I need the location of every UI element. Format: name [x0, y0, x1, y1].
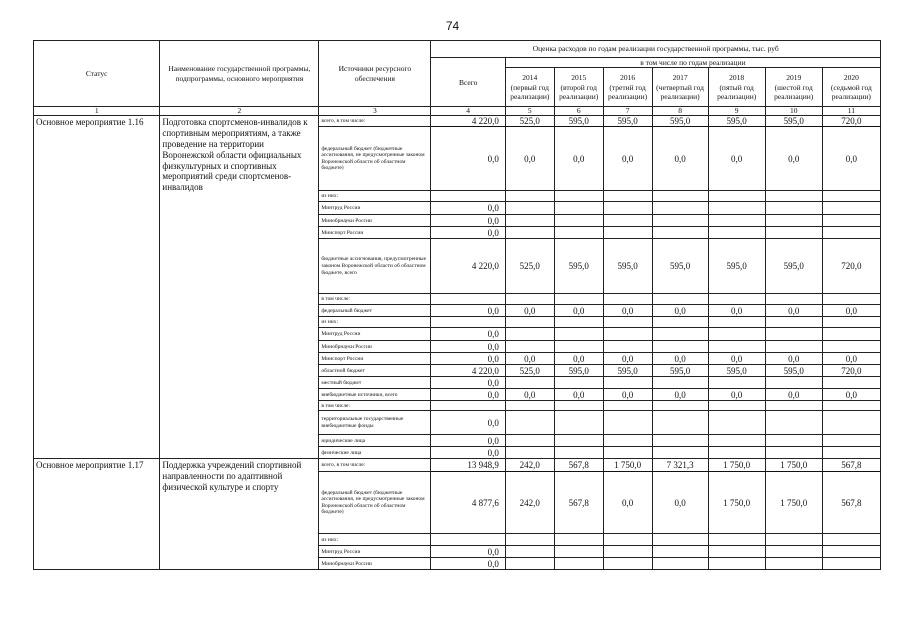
- year-note: (четвертый год реализации): [656, 82, 704, 102]
- year-value: 720,0: [822, 365, 880, 377]
- year-value: [652, 447, 708, 459]
- funding-source: федеральный бюджет (бюджетные ассигнования, не предусмотренные законом Воронежской области об областном бюджете): [319, 472, 431, 534]
- total-value: 0,0: [431, 328, 505, 341]
- year-value: [603, 317, 652, 328]
- header-year-2014: [505, 68, 554, 107]
- column-number: 9: [708, 107, 765, 116]
- year-value: 595,0: [652, 239, 708, 294]
- total-value: 0,0: [431, 305, 505, 317]
- year-label: 2020: [843, 73, 859, 83]
- year-value: [652, 341, 708, 353]
- year-value: 0,0: [603, 127, 652, 191]
- year-label: 2018: [729, 73, 745, 83]
- total-value: [431, 294, 505, 305]
- year-value: 0,0: [554, 127, 603, 191]
- total-value: 0,0: [431, 447, 505, 459]
- year-value: [505, 558, 554, 570]
- year-value: [554, 341, 603, 353]
- year-value: 595,0: [554, 365, 603, 377]
- total-value: [431, 317, 505, 328]
- year-value: [765, 328, 822, 341]
- year-value: 1 750,0: [765, 459, 822, 472]
- year-value: 0,0: [765, 353, 822, 365]
- year-value: [652, 202, 708, 215]
- event-name: Поддержка учреждений спортивной направленности по адаптивной физической культуре и спорту: [160, 459, 319, 570]
- year-value: [603, 435, 652, 447]
- funding-source: Минтруд России: [319, 328, 431, 341]
- year-value: [652, 294, 708, 305]
- year-value: [554, 328, 603, 341]
- total-value: 0,0: [431, 435, 505, 447]
- funding-source: в том числе:: [319, 401, 431, 411]
- year-value: 1 750,0: [603, 459, 652, 472]
- year-value: 595,0: [708, 239, 765, 294]
- total-value: [431, 401, 505, 411]
- year-value: [505, 377, 554, 389]
- year-value: 0,0: [822, 305, 880, 317]
- year-value: [708, 202, 765, 215]
- year-value: [505, 411, 554, 435]
- year-value: [603, 377, 652, 389]
- column-number: 2: [160, 107, 319, 116]
- funding-source: федеральный бюджет (бюджетные ассигнования, не предусмотренные законом Воронежской области об областном бюджете): [319, 127, 431, 191]
- year-value: [554, 447, 603, 459]
- year-value: [708, 558, 765, 570]
- column-number: 6: [554, 107, 603, 116]
- funding-source: Минобрнауки России: [319, 558, 431, 570]
- year-value: 525,0: [505, 116, 554, 127]
- year-value: [765, 546, 822, 558]
- year-label: 2014: [522, 73, 538, 83]
- year-value: [652, 558, 708, 570]
- header-total: Всего: [431, 58, 505, 107]
- year-value: 1 750,0: [765, 472, 822, 534]
- year-value: 0,0: [603, 472, 652, 534]
- year-value: [603, 558, 652, 570]
- year-value: [708, 294, 765, 305]
- year-value: [822, 227, 880, 239]
- year-value: [652, 435, 708, 447]
- funding-source: юридические лица: [319, 435, 431, 447]
- year-value: [505, 328, 554, 341]
- column-number: 5: [505, 107, 554, 116]
- column-number: 10: [765, 107, 822, 116]
- total-value: 0,0: [431, 389, 505, 401]
- year-value: [708, 377, 765, 389]
- header-name: Наименование государственной программы, подпрограммы, основного мероприятия: [160, 41, 319, 107]
- year-value: [765, 447, 822, 459]
- year-value: [554, 191, 603, 202]
- header-status: Статус: [34, 41, 160, 107]
- header-year-2019: [765, 68, 822, 107]
- year-value: [652, 534, 708, 546]
- year-value: [603, 215, 652, 227]
- year-note: (третий год реализации): [608, 82, 648, 102]
- funding-source: Минобрнауки России: [319, 341, 431, 353]
- total-value: 0,0: [431, 558, 505, 570]
- year-value: [765, 534, 822, 546]
- year-value: [822, 411, 880, 435]
- year-value: [765, 401, 822, 411]
- total-value: 0,0: [431, 353, 505, 365]
- year-value: [652, 328, 708, 341]
- year-value: [765, 341, 822, 353]
- year-value: 0,0: [554, 353, 603, 365]
- year-note: (первый год реализации): [510, 82, 550, 102]
- year-value: [708, 447, 765, 459]
- funding-source: из них:: [319, 534, 431, 546]
- total-value: 0,0: [431, 202, 505, 215]
- total-value: 0,0: [431, 377, 505, 389]
- year-value: [505, 341, 554, 353]
- year-value: [554, 227, 603, 239]
- year-label: 2017: [672, 73, 688, 83]
- year-value: [554, 546, 603, 558]
- year-label: 2015: [571, 73, 587, 83]
- total-value: 0,0: [431, 127, 505, 191]
- funding-source: физические лица: [319, 447, 431, 459]
- total-value: 4 877,6: [431, 472, 505, 534]
- year-value: 0,0: [652, 472, 708, 534]
- year-value: [554, 215, 603, 227]
- funding-source: внебюджетные источники, всего: [319, 389, 431, 401]
- year-value: 0,0: [554, 389, 603, 401]
- total-value: 0,0: [431, 215, 505, 227]
- year-value: 242,0: [505, 472, 554, 534]
- year-value: [652, 191, 708, 202]
- year-value: [505, 401, 554, 411]
- year-value: [554, 401, 603, 411]
- year-value: 0,0: [505, 127, 554, 191]
- year-value: 0,0: [822, 389, 880, 401]
- year-value: 567,8: [822, 459, 880, 472]
- year-value: [765, 191, 822, 202]
- header-year-2017: [652, 68, 708, 107]
- year-value: [822, 202, 880, 215]
- year-value: [505, 294, 554, 305]
- year-value: [554, 435, 603, 447]
- year-value: 0,0: [554, 305, 603, 317]
- year-value: 595,0: [603, 239, 652, 294]
- year-value: 595,0: [554, 239, 603, 294]
- year-value: [505, 191, 554, 202]
- year-note: (пятый год реализации): [717, 82, 757, 102]
- year-value: [765, 202, 822, 215]
- column-number: 7: [603, 107, 652, 116]
- year-value: 595,0: [765, 116, 822, 127]
- year-value: [603, 191, 652, 202]
- funding-source: всего, в том числе:: [319, 116, 431, 127]
- page-number: 74: [445, 19, 460, 33]
- year-value: 525,0: [505, 365, 554, 377]
- year-value: [822, 534, 880, 546]
- year-value: [708, 435, 765, 447]
- year-value: [652, 377, 708, 389]
- year-value: [603, 202, 652, 215]
- funding-source: бюджетные ассигнования, предусмотренные законом Воронежской области об областном бюджете, всего: [319, 239, 431, 294]
- year-value: [554, 377, 603, 389]
- year-value: [822, 447, 880, 459]
- event-status: Основное мероприятие 1.17: [34, 459, 160, 570]
- table-row: [34, 459, 881, 472]
- funding-source: территориальные государственные внебюджетные фонды: [319, 411, 431, 435]
- year-value: 0,0: [505, 389, 554, 401]
- year-value: [603, 227, 652, 239]
- total-value: 4 220,0: [431, 239, 505, 294]
- year-value: [603, 546, 652, 558]
- year-value: [652, 317, 708, 328]
- year-value: [603, 447, 652, 459]
- table-row: [34, 116, 881, 127]
- year-value: [708, 546, 765, 558]
- year-value: [603, 534, 652, 546]
- year-value: [554, 558, 603, 570]
- year-note: (второй год реализации): [559, 82, 599, 102]
- year-value: [765, 411, 822, 435]
- year-value: 0,0: [505, 305, 554, 317]
- year-value: 0,0: [765, 305, 822, 317]
- year-value: [708, 411, 765, 435]
- year-value: 595,0: [554, 116, 603, 127]
- year-value: [554, 411, 603, 435]
- year-value: [765, 435, 822, 447]
- funding-source: из них:: [319, 191, 431, 202]
- year-value: 595,0: [708, 116, 765, 127]
- year-value: [822, 191, 880, 202]
- year-value: [554, 317, 603, 328]
- funding-source: Минспорт России: [319, 227, 431, 239]
- year-value: 567,8: [554, 459, 603, 472]
- column-number: 3: [319, 107, 431, 116]
- year-value: 0,0: [708, 127, 765, 191]
- year-value: 0,0: [603, 389, 652, 401]
- year-value: 567,8: [822, 472, 880, 534]
- year-value: 0,0: [652, 389, 708, 401]
- year-value: [554, 202, 603, 215]
- year-value: [765, 215, 822, 227]
- year-value: 0,0: [708, 305, 765, 317]
- total-value: 0,0: [431, 546, 505, 558]
- year-value: 0,0: [822, 127, 880, 191]
- year-value: 0,0: [708, 389, 765, 401]
- year-value: [822, 558, 880, 570]
- header-year-2015: [554, 68, 603, 107]
- year-value: [505, 435, 554, 447]
- year-value: [505, 546, 554, 558]
- header-including: в том числе по годам реализации: [505, 58, 880, 68]
- year-value: [822, 377, 880, 389]
- year-value: 0,0: [652, 305, 708, 317]
- year-value: [603, 294, 652, 305]
- header-year-2016: [603, 68, 652, 107]
- column-number: 8: [652, 107, 708, 116]
- year-value: 0,0: [708, 353, 765, 365]
- year-value: 595,0: [765, 365, 822, 377]
- column-number: 11: [822, 107, 880, 116]
- year-value: [822, 328, 880, 341]
- year-value: [708, 317, 765, 328]
- year-value: [603, 341, 652, 353]
- year-value: [652, 215, 708, 227]
- total-value: 4 220,0: [431, 365, 505, 377]
- year-label: 2016: [620, 73, 636, 83]
- year-value: [603, 411, 652, 435]
- year-value: 595,0: [652, 365, 708, 377]
- year-value: [505, 447, 554, 459]
- funding-source: всего, в том числе:: [319, 459, 431, 472]
- year-value: [708, 401, 765, 411]
- budget-table: [33, 40, 881, 570]
- year-value: [652, 227, 708, 239]
- year-value: 0,0: [505, 353, 554, 365]
- year-value: 0,0: [652, 353, 708, 365]
- header-year-2020: [822, 68, 880, 107]
- year-value: [505, 227, 554, 239]
- total-value: [431, 534, 505, 546]
- year-value: 242,0: [505, 459, 554, 472]
- year-value: [822, 294, 880, 305]
- year-value: [765, 558, 822, 570]
- year-value: [603, 328, 652, 341]
- year-value: 0,0: [603, 353, 652, 365]
- funding-source: Минтруд России: [319, 546, 431, 558]
- year-value: 720,0: [822, 239, 880, 294]
- year-value: [554, 534, 603, 546]
- year-value: 1 750,0: [708, 459, 765, 472]
- funding-source: областной бюджет: [319, 365, 431, 377]
- year-value: [708, 534, 765, 546]
- year-value: [822, 215, 880, 227]
- year-value: 595,0: [603, 365, 652, 377]
- year-label: 2019: [786, 73, 802, 83]
- total-value: 0,0: [431, 227, 505, 239]
- year-value: [505, 534, 554, 546]
- column-number: 1: [34, 107, 160, 116]
- year-value: [708, 341, 765, 353]
- year-value: [822, 401, 880, 411]
- total-value: 0,0: [431, 411, 505, 435]
- funding-source: из них:: [319, 317, 431, 328]
- year-value: [652, 401, 708, 411]
- column-number: 4: [431, 107, 505, 116]
- year-value: [765, 294, 822, 305]
- year-value: [603, 401, 652, 411]
- year-value: 0,0: [652, 127, 708, 191]
- year-value: 595,0: [708, 365, 765, 377]
- total-value: [431, 191, 505, 202]
- event-name: Подготовка спортсменов-инвалидов к спортивным мероприятиям, а также проведение на территории Воронежской области официальных физкультурных и спортивных мероприятий среди спортсменов-инвалидов: [160, 116, 319, 459]
- event-status: Основное мероприятие 1.16: [34, 116, 160, 459]
- funding-source: местный бюджет: [319, 377, 431, 389]
- funding-source: Минтруд России: [319, 202, 431, 215]
- funding-source: Минобрнауки России: [319, 215, 431, 227]
- year-note: (шестой год реализации): [774, 82, 814, 102]
- year-value: 0,0: [822, 353, 880, 365]
- year-value: 0,0: [603, 305, 652, 317]
- year-value: [708, 328, 765, 341]
- total-value: 13 948,9: [431, 459, 505, 472]
- year-value: [822, 341, 880, 353]
- year-value: 595,0: [652, 116, 708, 127]
- year-value: [652, 546, 708, 558]
- year-value: 0,0: [765, 127, 822, 191]
- total-value: 0,0: [431, 341, 505, 353]
- year-value: 567,8: [554, 472, 603, 534]
- header-sources: Источники ресурсного обеспечения: [319, 41, 431, 107]
- year-value: [505, 215, 554, 227]
- year-value: [708, 227, 765, 239]
- year-value: 7 321,3: [652, 459, 708, 472]
- year-note: (седьмой год реализации): [830, 82, 872, 102]
- funding-source: Минспорт России: [319, 353, 431, 365]
- year-value: [708, 191, 765, 202]
- year-value: 1 750,0: [708, 472, 765, 534]
- year-value: [652, 411, 708, 435]
- year-value: 595,0: [603, 116, 652, 127]
- total-value: 4 220,0: [431, 116, 505, 127]
- year-value: [822, 546, 880, 558]
- funding-source: в том числе:: [319, 294, 431, 305]
- year-value: 720,0: [822, 116, 880, 127]
- year-value: [765, 227, 822, 239]
- year-value: 0,0: [765, 389, 822, 401]
- year-value: [554, 294, 603, 305]
- year-value: [765, 377, 822, 389]
- year-value: [505, 202, 554, 215]
- funding-source: федеральный бюджет: [319, 305, 431, 317]
- year-value: [505, 317, 554, 328]
- year-value: [822, 317, 880, 328]
- year-value: [765, 317, 822, 328]
- header-year-2018: [708, 68, 765, 107]
- year-value: [708, 215, 765, 227]
- year-value: 595,0: [765, 239, 822, 294]
- year-value: 525,0: [505, 239, 554, 294]
- header-estimate: Оценка расходов по годам реализации государственной программы, тыс. руб: [431, 41, 881, 58]
- year-value: [822, 435, 880, 447]
